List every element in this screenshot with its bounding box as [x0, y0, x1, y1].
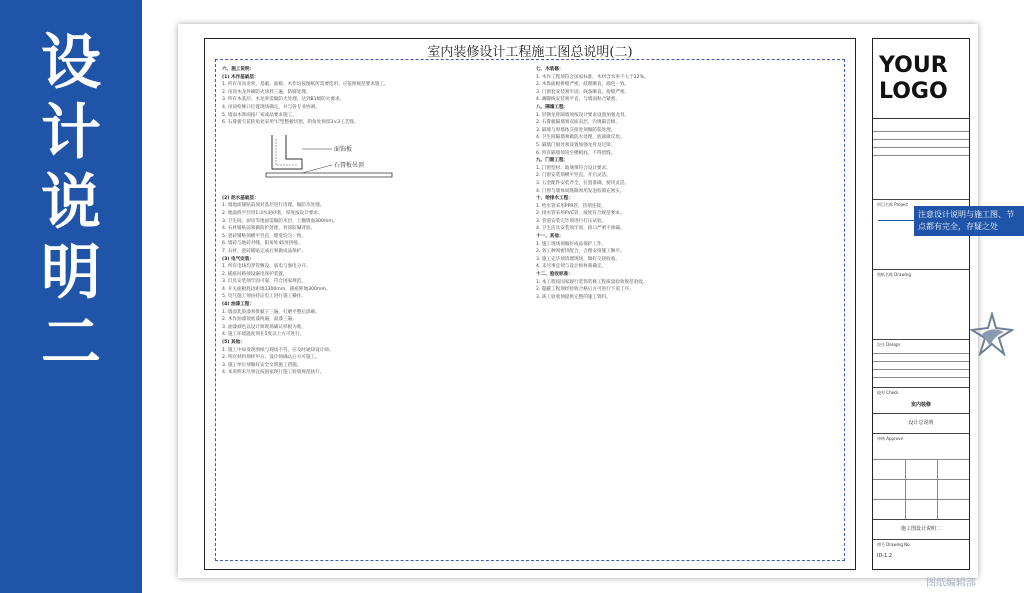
note-line: 1. 木作工程须符合国家标准，木材含水率不大于12%。: [536, 74, 649, 80]
note-line: 3. 门窗套安装须牢固，线条顺直，接缝严密。: [536, 89, 630, 95]
divider: [873, 377, 969, 378]
note-line: 6. 墙砖与地砖对缝，阳角处45度拼接。: [222, 241, 303, 247]
divider: [873, 387, 969, 388]
note-line: 4. 开关面板底边距地1300mm，插座距地300mm。: [222, 286, 331, 292]
divider: [873, 539, 969, 540]
watermark: 图纸编辑部: [926, 578, 976, 589]
note-line: 4. 未尽事宜须与设计师协商确定。: [536, 264, 607, 270]
note-line: (1) 木作基础层：: [222, 74, 259, 80]
note-line: 2. 石膏板隔墙须双面双层，内填隔音棉。: [536, 120, 620, 126]
note-line: 六、施工说明：: [222, 67, 255, 72]
callout-connector: [878, 220, 914, 221]
document-title: 室内装修设计工程施工图总说明(二): [427, 45, 633, 60]
note-line: 5. 瓷砖铺贴须横平竖直，缝宽均匀一致。: [222, 233, 306, 239]
divider: [873, 369, 969, 370]
note-line: 4. 卫生洁具安装须牢固，接口严密不渗漏。: [536, 226, 625, 232]
divider: [873, 459, 969, 460]
divider: [873, 339, 969, 340]
row-label: 图号 Drawing No.: [877, 542, 911, 547]
note-line: 八、隔墙工程：: [536, 104, 569, 110]
detail-label: 面饰板: [334, 145, 353, 153]
ceiling-detail-drawing: [262, 129, 402, 193]
note-line: 1. 所有吊顶龙骨、基础、面板、木作均按图纸所需要选用，应依照规范要求施工。: [222, 82, 389, 88]
note-line: 3. 隔墙与原墙体交接处须做防裂处理。: [536, 127, 616, 133]
company-logo: [873, 39, 969, 119]
detail-svg: [262, 129, 402, 193]
note-line: 2. 插座回路须设漏电保护装置。: [222, 271, 288, 277]
note-line: (5) 其他：: [222, 340, 245, 346]
note-line: (2) 泥水基础层：: [222, 195, 259, 201]
note-line: 1. 施工中如发现图纸与现场不符，应及时通知设计师。: [222, 347, 334, 353]
note-line: 十一、其他：: [536, 234, 564, 240]
divider: [873, 269, 969, 270]
sheet-name: 施工图设计说明二: [900, 526, 941, 532]
divider: [905, 459, 906, 519]
note-line: 2. 所有材料须经甲方、设计师确认后方可施工。: [222, 355, 320, 361]
row-label: 审核 Approve: [877, 436, 903, 441]
note-line: (3) 电气安装：: [222, 256, 254, 262]
note-line: 4. 卫生间隔墙须做防水处理，底部做反坎。: [536, 135, 625, 141]
note-line: 1. 本工程按国家现行装饰装修工程质量验收规范验收。: [536, 279, 648, 285]
divider: [873, 131, 969, 132]
note-line: (4) 油漆工程：: [222, 302, 254, 308]
note-line: 4. 吊顶检修口位置现场确定，并与各专业协调。: [222, 104, 320, 110]
divider: [937, 459, 938, 519]
note-line: 2. 地面找平层用1:3水泥砂浆，厚度按设计要求。: [222, 210, 323, 216]
divider: [873, 353, 969, 354]
project-name: 室内装修: [910, 402, 931, 408]
note-line: 4. 本说明未尽事宜按国家现行施工验收规范执行。: [222, 370, 325, 376]
title-char: 明: [41, 238, 101, 308]
note-line: 4. 施工环境温度须在5度以上方可进行。: [222, 332, 305, 338]
note-line: 2. 隐蔽工程须经验收合格后方可进行下道工序。: [536, 287, 634, 293]
row-label: 设计 Design: [877, 342, 901, 347]
title-char: 二: [41, 308, 101, 378]
divider: [873, 479, 969, 480]
sheet-number: ID-1.2: [877, 553, 893, 559]
annotation-callout: 注意设计说明与施工图、节点都有完全，存疑之处: [914, 206, 1024, 236]
note-line: 2. 各工种须密切配合，合理安排施工顺序。: [536, 249, 625, 255]
note-line: 3. 竣工验收须提供完整的施工资料。: [536, 294, 611, 300]
star-logo-icon: [970, 312, 1014, 356]
note-line: 十、给排水工程：: [536, 196, 573, 202]
right-text-column: [536, 66, 836, 554]
note-line: 1. 墙地面铺贴前须对基层进行清理，做防水处理。: [222, 203, 325, 209]
divider: [873, 361, 969, 362]
title-block: [872, 38, 970, 570]
note-line: 2. 门窗安装须横平竖直，开启灵活。: [536, 173, 611, 179]
divider: [873, 147, 969, 148]
note-line: 2. 木饰面板拼缝严密，纹理顺直，颜色一致。: [536, 82, 630, 88]
note-line: 4. 石材铺贴前须做防护处理，背涂防碱背胶。: [222, 226, 316, 232]
note-line: 1. 所有电线均穿管敷设，弱电与强电分开。: [222, 264, 311, 270]
logo-line: LOGO: [879, 78, 948, 104]
note-line: 1. 墙面乳胶漆须批腻子三遍，打磨平整后涂刷。: [222, 309, 320, 315]
title-char: 设: [41, 28, 101, 98]
note-line: 4. 门窗与墙体间缝隙须用发泡胶填充密实。: [536, 188, 625, 194]
detail-label: 石膏板吊顶: [334, 161, 365, 169]
note-line: 2. 木作油漆须底漆两遍，面漆三遍。: [222, 317, 297, 323]
note-line: 5. 隔墙门洞处须设置加强龙骨及过梁。: [536, 142, 616, 148]
note-line: 九、门窗工程：: [536, 158, 569, 164]
note-line: 七、木装修：: [536, 67, 564, 72]
note-line: 1. 门窗型材、玻璃须符合设计要求。: [536, 165, 611, 171]
note-line: 6. 所有隔墙须顶至楼板底，不得留缝。: [536, 150, 616, 156]
note-line: 1. 给水管采用PPR管，热熔连接。: [536, 203, 606, 209]
drawing-frame: [204, 38, 856, 570]
note-line: 6. 石膏板天花转角处采用“L”型整板切割，阴角处预留3×3工艺缝。: [222, 120, 359, 126]
divider: [873, 499, 969, 500]
sidebar-panel: [0, 0, 142, 593]
project-subtitle: 设计总说明: [908, 420, 934, 426]
title-char: 计: [41, 98, 101, 168]
divider: [873, 139, 969, 140]
note-line: 5. 墙面木饰面按厂家成品要求施工。: [222, 112, 297, 118]
title-char: 说: [41, 168, 101, 238]
vertical-title: [0, 28, 142, 378]
row-label: 图纸名称 Drawing: [877, 272, 911, 277]
note-line: 3. 施工完毕须清理现场，做好交接验收。: [536, 256, 620, 262]
note-line: 2. 吊顶木龙骨刷防火涂料三遍，防腐处理。: [222, 89, 311, 95]
divider: [873, 155, 969, 156]
note-line: 3. 灯具安装须牢固可靠，符合国家规范。: [222, 279, 306, 285]
divider: [873, 413, 969, 414]
note-line: 3. 卫生间、厨房等地面需做防水层，上翻墙面300mm。: [222, 218, 338, 224]
row-label: 校对 Check: [877, 390, 899, 395]
note-line: 3. 五金配件安装齐全，位置准确，使用灵活。: [536, 180, 630, 186]
content-border: [215, 59, 845, 561]
note-line: 3. 施工单位须做好安全文明施工措施。: [222, 362, 302, 368]
note-line: 2. 排水管采用PVC管，坡度符合规范要求。: [536, 211, 625, 217]
note-line: 5. 电气施工须由持证电工进行施工操作。: [222, 294, 306, 300]
divider: [873, 199, 969, 200]
divider: [873, 433, 969, 434]
note-line: 十二、验收标准：: [536, 272, 573, 278]
note-line: 4. 踢脚线安装须平直，与墙面贴合紧密。: [536, 97, 620, 103]
note-line: 3. 所有木基层、木龙骨需做防火处理，达到B1级防火要求。: [222, 97, 345, 103]
divider: [873, 519, 969, 520]
note-line: 1. 轻钢龙骨隔墙须按设计要求设置加强龙骨。: [536, 112, 630, 118]
note-line: 3. 油漆颜色以设计师现场确认样板为准。: [222, 324, 306, 330]
row-label: 项目名称 Project: [877, 202, 908, 207]
left-text-column: [222, 66, 522, 554]
note-line: 7. 石材、瓷砖铺贴完成后须做成品保护。: [222, 248, 306, 254]
drawing-sheet: [178, 24, 978, 578]
note-line: 1. 施工现场须做好成品保护工作。: [536, 241, 607, 247]
logo-line: YOUR: [879, 52, 948, 78]
note-line: 3. 管道安装完毕须进行打压试验。: [536, 218, 607, 224]
